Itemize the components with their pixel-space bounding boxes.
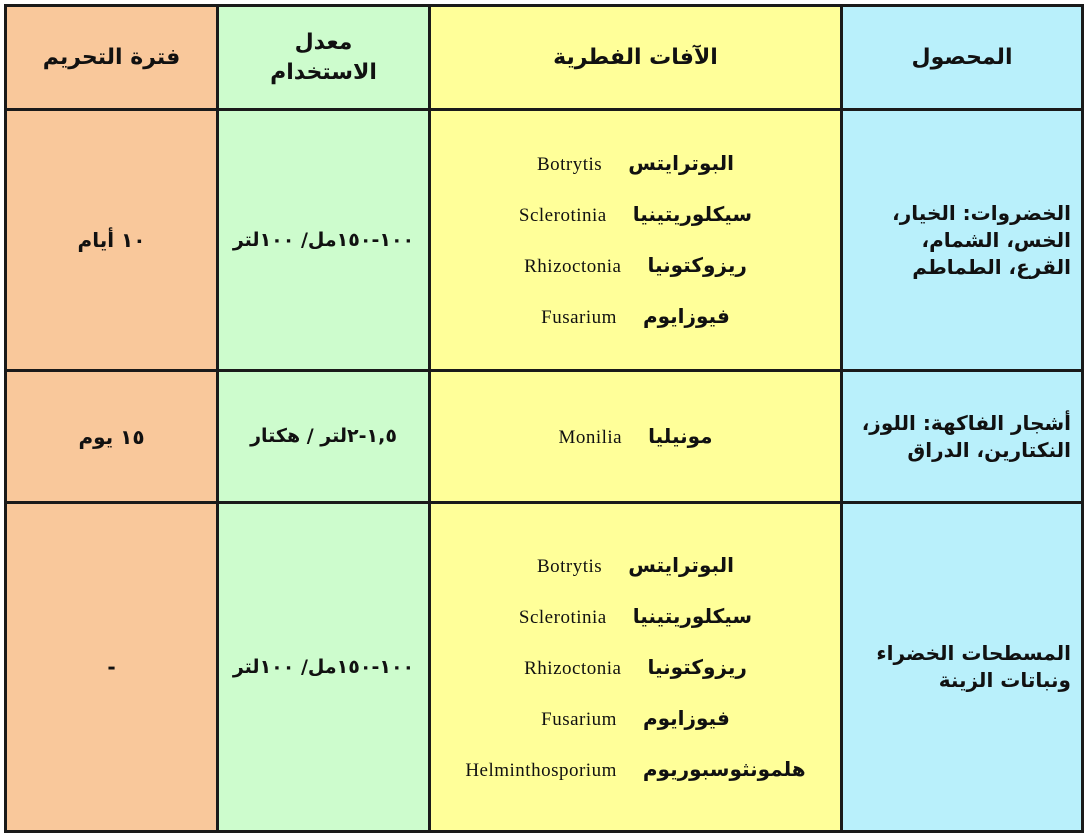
header-crop [842,6,1083,110]
table-row [6,371,1083,503]
pest-item [465,693,805,744]
pest-arabic-name: مونيليا [648,424,713,448]
pest-item [465,642,805,693]
pest-item [519,138,752,189]
pest-latin-name: Rhizoctonia [524,256,622,277]
pest-arabic-name: فيوزايوم [642,304,730,328]
crop-cell [842,371,1083,503]
pest-item [465,540,805,591]
fungicide-table [4,4,1084,833]
header-pests-label: الآفات الفطرية [553,44,718,70]
pest-latin-name: Sclerotinia [518,606,607,628]
header-period [6,6,218,110]
pest-item [519,189,752,240]
pest-item [465,591,805,642]
pest-arabic-name: سيكلوريتينيا [632,202,753,226]
period-value: - [107,655,116,679]
period-value: ١٠ أيام [77,228,146,252]
pest-list [465,540,805,795]
pest-list [558,411,712,462]
crop-cell [842,503,1083,832]
period-cell [6,371,218,503]
header-period-label: فترة التحريم [42,44,181,70]
pest-item [558,411,712,462]
pests-cell [430,503,842,832]
pest-latin-name: Botrytis [536,154,603,175]
header-pests [430,6,842,110]
pest-arabic-name: ريزوكتونيا [647,253,747,277]
pest-item [519,291,752,342]
rate-cell [218,371,430,503]
rate-value: ١٠٠-١٥٠مل/ ١٠٠لتر [232,655,415,678]
header-rate-line2: الاستخدام [270,59,377,85]
pest-latin-name: Fusarium [541,708,617,730]
pest-latin-name: Fusarium [541,307,617,328]
period-cell [6,503,218,832]
rate-value: ١٠٠-١٥٠مل/ ١٠٠لتر [232,228,415,251]
header-row [6,6,1083,110]
pest-item [519,240,752,291]
pest-latin-name: Botrytis [536,555,603,577]
header-rate-line1: معدل [294,29,353,55]
header-crop-label: المحصول [911,44,1013,70]
rate-value: ١,٥-٢لتر / هكتار [250,425,397,448]
crop-value: أشجار الفاكهة: اللوز، النكتارين، الدراق [861,410,1071,462]
crop-value: المسطحات الخضراء ونباتات الزينة [876,641,1071,692]
pest-arabic-name: البوترايتس [628,552,735,577]
pest-list [519,138,752,342]
pest-arabic-name: سيكلوريتينيا [632,603,753,628]
pest-latin-name: Sclerotinia [518,205,607,226]
pest-item [465,744,805,795]
table-row [6,503,1083,832]
table-row [6,110,1083,371]
pest-latin-name: Helminthosporium [465,759,617,781]
crop-cell [842,110,1083,371]
period-cell [6,110,218,371]
pests-cell [430,110,842,371]
pest-arabic-name: هلمونثوسبوريوم [642,756,806,781]
pests-cell [430,371,842,503]
period-value: ١٥ يوم [78,424,145,449]
rate-cell [218,110,430,371]
table-frame [4,4,1084,833]
pest-latin-name: Monilia [558,427,623,448]
header-rate [218,6,430,110]
crop-value: الخضروات: الخيار، الخس، الشمام، القرع، الطماطم [892,200,1071,279]
pest-arabic-name: البوترايتس [628,151,735,175]
rate-cell [218,503,430,832]
pest-latin-name: Rhizoctonia [524,657,622,679]
pest-arabic-name: فيوزايوم [642,705,730,730]
pest-arabic-name: ريزوكتونيا [647,654,747,679]
